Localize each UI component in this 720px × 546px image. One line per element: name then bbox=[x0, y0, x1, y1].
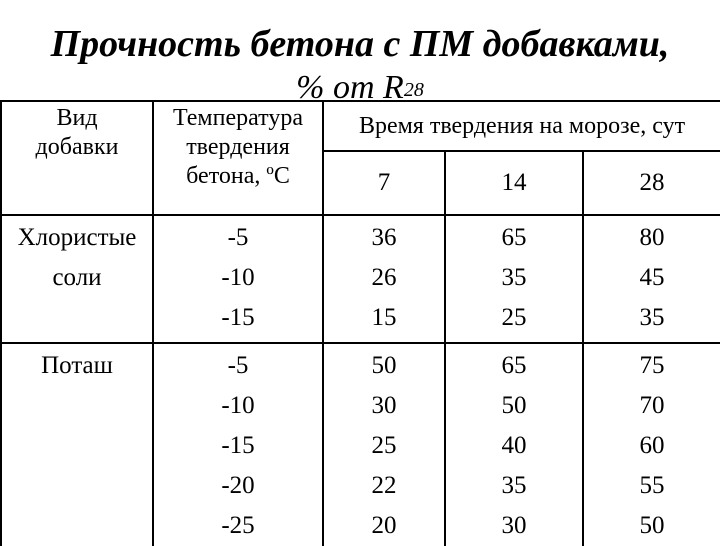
value-cell: 40 bbox=[501, 432, 527, 459]
group-potash-temps bbox=[153, 343, 323, 546]
value-cell: 65 bbox=[501, 224, 527, 251]
header-temperature-line2: твердения bbox=[186, 134, 290, 160]
temp-cell: -5 bbox=[227, 352, 249, 379]
group-chlorides-name-line2: соли bbox=[52, 264, 102, 291]
strength-table bbox=[0, 100, 720, 546]
header-day-28: 28 bbox=[583, 151, 720, 215]
value-cell: 35 bbox=[501, 264, 527, 291]
temp-cell: -15 bbox=[221, 304, 255, 331]
header-day-14: 14 bbox=[445, 151, 583, 215]
value-cell: 26 bbox=[371, 264, 397, 291]
header-temperature bbox=[153, 101, 323, 215]
temp-cell: -15 bbox=[221, 432, 255, 459]
value-cell: 20 bbox=[371, 512, 397, 539]
group-chlorides-temps bbox=[153, 215, 323, 343]
value-cell: 25 bbox=[501, 304, 527, 331]
value-cell: 15 bbox=[371, 304, 397, 331]
temp-cell: -10 bbox=[221, 264, 255, 291]
group-chlorides-day14 bbox=[445, 215, 583, 343]
value-cell: 80 bbox=[639, 224, 665, 251]
header-day-7: 7 bbox=[323, 151, 445, 215]
temp-cell: -5 bbox=[227, 224, 249, 251]
value-cell: 50 bbox=[371, 352, 397, 379]
group-potash-name-line1: Поташ bbox=[41, 352, 113, 379]
value-cell: 50 bbox=[501, 392, 527, 419]
value-cell: 25 bbox=[371, 432, 397, 459]
header-temperature-line1: Температура bbox=[173, 105, 303, 131]
value-cell: 35 bbox=[501, 472, 527, 499]
header-additive-type-line2: добавки bbox=[35, 134, 119, 160]
header-additive-type-line1: Вид bbox=[56, 105, 98, 131]
group-potash-day28 bbox=[583, 343, 720, 546]
header-additive-type bbox=[1, 101, 153, 215]
group-chlorides-day7 bbox=[323, 215, 445, 343]
value-cell: 70 bbox=[639, 392, 665, 419]
group-chlorides-day28 bbox=[583, 215, 720, 343]
value-cell: 30 bbox=[501, 512, 527, 539]
group-chlorides-name bbox=[1, 215, 153, 343]
value-cell: 55 bbox=[639, 472, 665, 499]
value-cell: 75 bbox=[639, 352, 665, 379]
value-cell: 65 bbox=[501, 352, 527, 379]
temp-cell: -25 bbox=[221, 512, 255, 539]
group-potash-day7 bbox=[323, 343, 445, 546]
header-frost-time: Время твердения на морозе, сут bbox=[323, 101, 720, 151]
value-cell: 30 bbox=[371, 392, 397, 419]
group-chlorides-name-line1: Хлористые bbox=[17, 224, 137, 251]
value-cell: 22 bbox=[371, 472, 397, 499]
temp-cell: -10 bbox=[221, 392, 255, 419]
group-potash-name bbox=[1, 343, 153, 546]
value-cell: 45 bbox=[639, 264, 665, 291]
group-potash-day14 bbox=[445, 343, 583, 546]
value-cell: 35 bbox=[639, 304, 665, 331]
temp-cell: -20 bbox=[221, 472, 255, 499]
value-cell: 36 bbox=[371, 224, 397, 251]
slide-title-line2: % от $R_{28}$ bbox=[296, 69, 424, 102]
value-cell: 50 bbox=[639, 512, 665, 539]
value-cell: 60 bbox=[639, 432, 665, 459]
title-subscript: 28 bbox=[403, 79, 424, 101]
header-temperature-line3: бетона, ºС bbox=[186, 163, 290, 189]
slide-title: Прочность бетона с ПМ добавками, bbox=[50, 23, 670, 65]
